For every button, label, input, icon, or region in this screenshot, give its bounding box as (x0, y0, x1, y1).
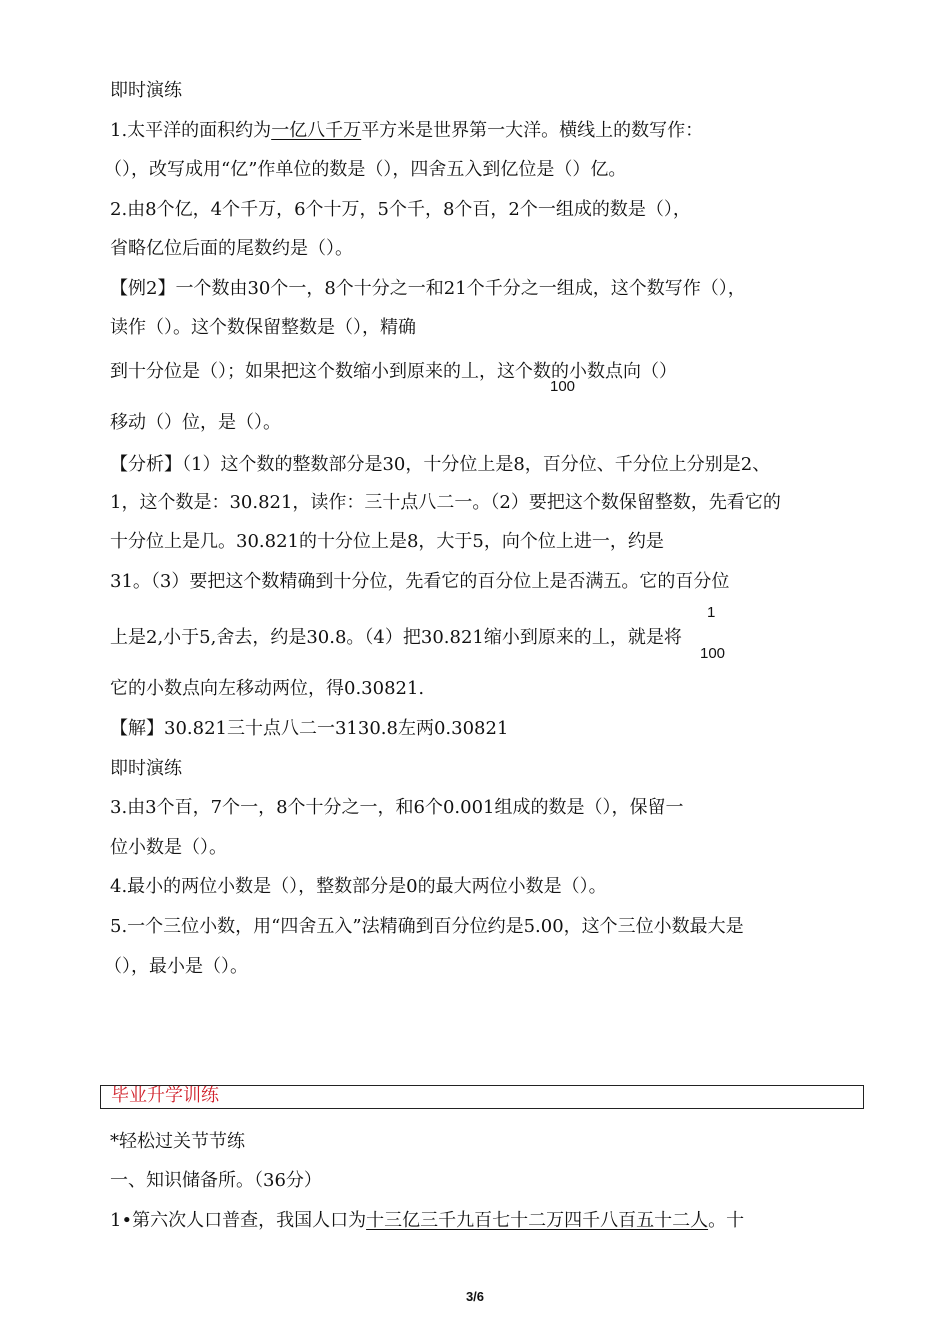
analysis-line-5: 上是2,小于5,舍去，约是30.8。（4）把30.821缩小到原来的丄，就是将 (110, 627, 682, 648)
subsection-heading: *轻松过关节节练 (110, 1131, 245, 1152)
question-5-line-2: （），最小是（）。 (104, 956, 248, 977)
heading-practice-2: 即时演练 (110, 758, 182, 779)
question-4-line: 4.最小的两位小数是（），整数部分是0的最大两位小数是（）。 (110, 876, 607, 897)
solution-line: 【解】30.821三十点八二一3130.8左两0.30821 (110, 718, 509, 739)
heading-practice-1: 即时演练 (110, 80, 182, 101)
example-2-line-1: 【例2】一个数由30个一，8个十分之一和21个千分之一组成，这个数写作（）， (110, 278, 746, 299)
underlined-number: 十三亿三千九百七十二万四千八百五十二人 (366, 1210, 709, 1231)
fraction-denominator: 100 (550, 378, 576, 395)
example-2-line-4: 移动（）位，是（）。 (110, 412, 281, 433)
analysis-line-6: 它的小数点向左移动两位，得0.30821. (110, 678, 425, 699)
page-number: 3/6 (465, 1289, 485, 1304)
text: 。十 (708, 1210, 745, 1231)
analysis-line-1: 【分析】（1）这个数的整数部分是30，十分位上是8，百分位、千分位上分别是2、 (110, 454, 771, 475)
analysis-line-2: 1，这个数是：30.821，读作：三十点八二一。（2）要把这个数保留整数，先看它的 (110, 492, 781, 513)
underlined-number: 一亿八千万 (271, 120, 362, 141)
question-2-line-2: 省略亿位后面的尾数约是（）。 (110, 238, 353, 259)
fraction-numerator: 1 (707, 604, 716, 621)
question-5-line-1: 5.一个三位小数，用“四舍五入”法精确到百分位约是5.00，这个三位小数最大是 (110, 916, 744, 937)
example-2-line-2: 读作（）。这个数保留整数是（），精确 (110, 317, 416, 338)
question-2-line-1: 2.由8个亿，4个千万，6个十万，5个千，8个百，2个一组成的数是（）， (110, 199, 691, 220)
section-title: 毕业升学训练 (111, 1085, 219, 1106)
question-1-line-2: （），改写成用“亿”作单位的数是（），四舍五入到亿位是（）亿。 (104, 159, 627, 180)
fraction-denominator: 100 (700, 645, 726, 662)
text: 1•第六次人口普查，我国人口为 (110, 1210, 367, 1231)
example-2-line-3: 到十分位是（）；如果把这个数缩小到原来的丄，这个数的小数点向（） (110, 361, 677, 382)
question-3-line-2: 位小数是（）。 (110, 837, 227, 858)
analysis-line-3: 十分位上是几。30.821的十分位上是8，大于5，向个位上进一，约是 (110, 531, 664, 552)
question-3-line-1: 3.由3个百，7个一，8个十分之一，和6个0.001组成的数是（），保留一 (110, 797, 684, 818)
exercise-1-line (110, 1208, 744, 1234)
question-1-line-1 (110, 118, 703, 144)
text: 平方米是世界第一大洋。横线上的数写作： (361, 120, 704, 141)
part-one-heading: 一、知识储备所。（36分） (110, 1170, 322, 1191)
section-title-box (100, 1085, 864, 1109)
analysis-line-4: 31。（3）要把这个数精确到十分位，先看它的百分位上是否满五。它的百分位 (110, 571, 730, 592)
text: 1.太平洋的面积约为 (110, 120, 272, 141)
